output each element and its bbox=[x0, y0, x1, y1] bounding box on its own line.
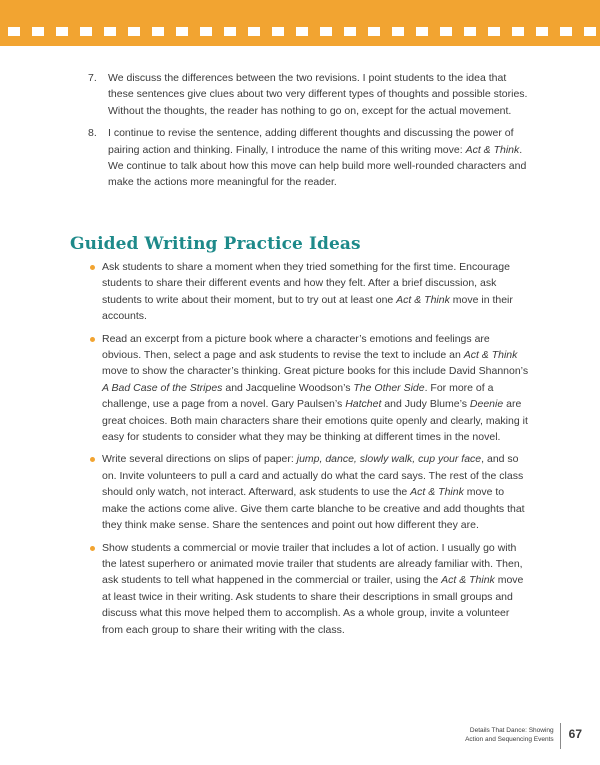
band-square bbox=[488, 27, 500, 36]
footer-divider bbox=[560, 723, 561, 749]
footer-line-2: Action and Sequencing Events bbox=[465, 736, 554, 743]
band-square bbox=[80, 27, 92, 36]
item-number: 8. bbox=[88, 127, 97, 140]
italic-text: Act & Think bbox=[465, 143, 520, 156]
band-square bbox=[200, 27, 212, 36]
text-run: move at least twice in their writing. Ask students to share their descriptions in small groups and discuss what this move helped them to accomplish. As a whole group, invite a volunteer from each group to share their writing with the class. bbox=[102, 574, 524, 636]
page-footer bbox=[465, 723, 582, 749]
italic-text: A Bad Case of the Stripes bbox=[102, 381, 223, 394]
italic-text: The Other Side bbox=[353, 381, 425, 394]
italic-text: Hatchet bbox=[345, 398, 382, 411]
band-square bbox=[32, 27, 44, 36]
band-square bbox=[392, 27, 404, 36]
page-number: 67 bbox=[568, 727, 582, 741]
text-run: Read an excerpt from a picture book where a character’s emotions and feelings are obvious. Then, select a page and ask students to revise the text to include an bbox=[102, 332, 490, 362]
bullet-dot bbox=[90, 546, 95, 551]
band-square bbox=[104, 27, 116, 36]
band-square bbox=[224, 27, 236, 36]
text-run: and Jacqueline Woodson’s bbox=[222, 381, 354, 394]
band-square bbox=[560, 27, 572, 36]
band-square bbox=[344, 27, 356, 36]
bullet-item bbox=[90, 451, 530, 533]
text-run: move in their accounts. bbox=[102, 293, 513, 323]
text-run: move to show the character’s thinking. Great picture books for this include David Shannon’s bbox=[102, 365, 529, 378]
text-run: . We continue to talk about how this move can help build more well-rounded characters and make the actions more meaningful for the reader. bbox=[108, 143, 527, 189]
band-square bbox=[152, 27, 164, 36]
text-run: Write several directions on slips of paper: bbox=[102, 453, 297, 466]
band-square bbox=[464, 27, 476, 36]
text-run: and Judy Blume’s bbox=[381, 398, 470, 411]
item-number: 7. bbox=[88, 72, 97, 84]
numbered-item-8 bbox=[88, 125, 528, 191]
bullet-dot bbox=[90, 337, 95, 342]
numbered-list bbox=[88, 70, 528, 197]
italic-text: Act & Think bbox=[396, 293, 450, 306]
italic-text: jump, dance, slowly walk, cup your face bbox=[296, 453, 482, 466]
band-square bbox=[584, 27, 596, 36]
italic-text: Deenie bbox=[469, 398, 504, 411]
bullet-text bbox=[102, 453, 525, 531]
italic-text: Act & Think bbox=[463, 349, 518, 362]
running-footer bbox=[465, 726, 554, 744]
band-square bbox=[272, 27, 284, 36]
bullet-item bbox=[90, 540, 530, 638]
italic-text: Act & Think bbox=[441, 574, 495, 587]
bullet-dot bbox=[90, 457, 95, 462]
band-square bbox=[56, 27, 68, 36]
text-run: We discuss the differences between the two revisions. I point students to the idea that these sentences give clues about two very different types of thoughts and possible stories. Without the thoughts, the reader has nothing to go on, except for the actual movement. bbox=[108, 72, 528, 117]
footer-line-1: Details That Dance: Showing bbox=[469, 727, 554, 734]
top-decorative-band bbox=[0, 0, 600, 46]
italic-text: Act & Think bbox=[410, 486, 464, 499]
item-text bbox=[108, 72, 527, 117]
bullet-list bbox=[90, 259, 530, 644]
band-square bbox=[248, 27, 260, 36]
text-run: . For more of a challenge, use a page from a novel. Gary Paulsen’s bbox=[102, 381, 494, 411]
band-square bbox=[440, 27, 452, 36]
bullet-text bbox=[102, 542, 523, 636]
band-squares bbox=[0, 27, 600, 39]
band-square bbox=[176, 27, 188, 36]
text-run: Ask students to share a moment when they tried something for the first time. Encourage students to share their different events and how they felt. After a brief discussion, ask students to write about their moment, but to try out at least one bbox=[102, 261, 510, 306]
band-square bbox=[296, 27, 308, 36]
bullet-item bbox=[90, 259, 530, 325]
text-run: , and so on. Invite volunteers to pull a card and actually do what the card says. The rest of the class should only watch, not interact. Afterward, ask students to use the bbox=[102, 453, 524, 499]
band-square bbox=[368, 27, 380, 36]
numbered-item-7 bbox=[88, 70, 528, 119]
band-square bbox=[536, 27, 548, 36]
bullet-item bbox=[90, 331, 530, 446]
text-run: I continue to revise the sentence, adding different thoughts and discussing the power of pairing action and thinking. Finally, I introduce the name of this writing move: bbox=[108, 127, 514, 156]
band-square bbox=[512, 27, 524, 36]
text-run: Show students a commercial or movie trailer that includes a lot of action. I usually go with the latest superhero or animated movie trailer that students are already familiar with. Then, ask students to tell what happened in the commercial or trailer, using the bbox=[102, 541, 523, 587]
bullet-text bbox=[102, 333, 528, 443]
section-title: Guided Writing Practice Ideas bbox=[70, 234, 361, 254]
item-text bbox=[108, 127, 526, 188]
bullet-dot bbox=[90, 265, 95, 270]
text-run: move to make the actions come alive. Give them carte blanche to be creative and add thoughts that they think make sense. Share the sentences and point out how different they are. bbox=[102, 486, 525, 532]
text-run: are great choices. Both main characters share their emotions quite openly and clearly, making it easy for students to consider what they may be thinking at different times in the novel. bbox=[102, 398, 528, 444]
band-square bbox=[320, 27, 332, 36]
band-square bbox=[8, 27, 20, 36]
bullet-text bbox=[102, 261, 513, 322]
band-square bbox=[128, 27, 140, 36]
band-square bbox=[416, 27, 428, 36]
